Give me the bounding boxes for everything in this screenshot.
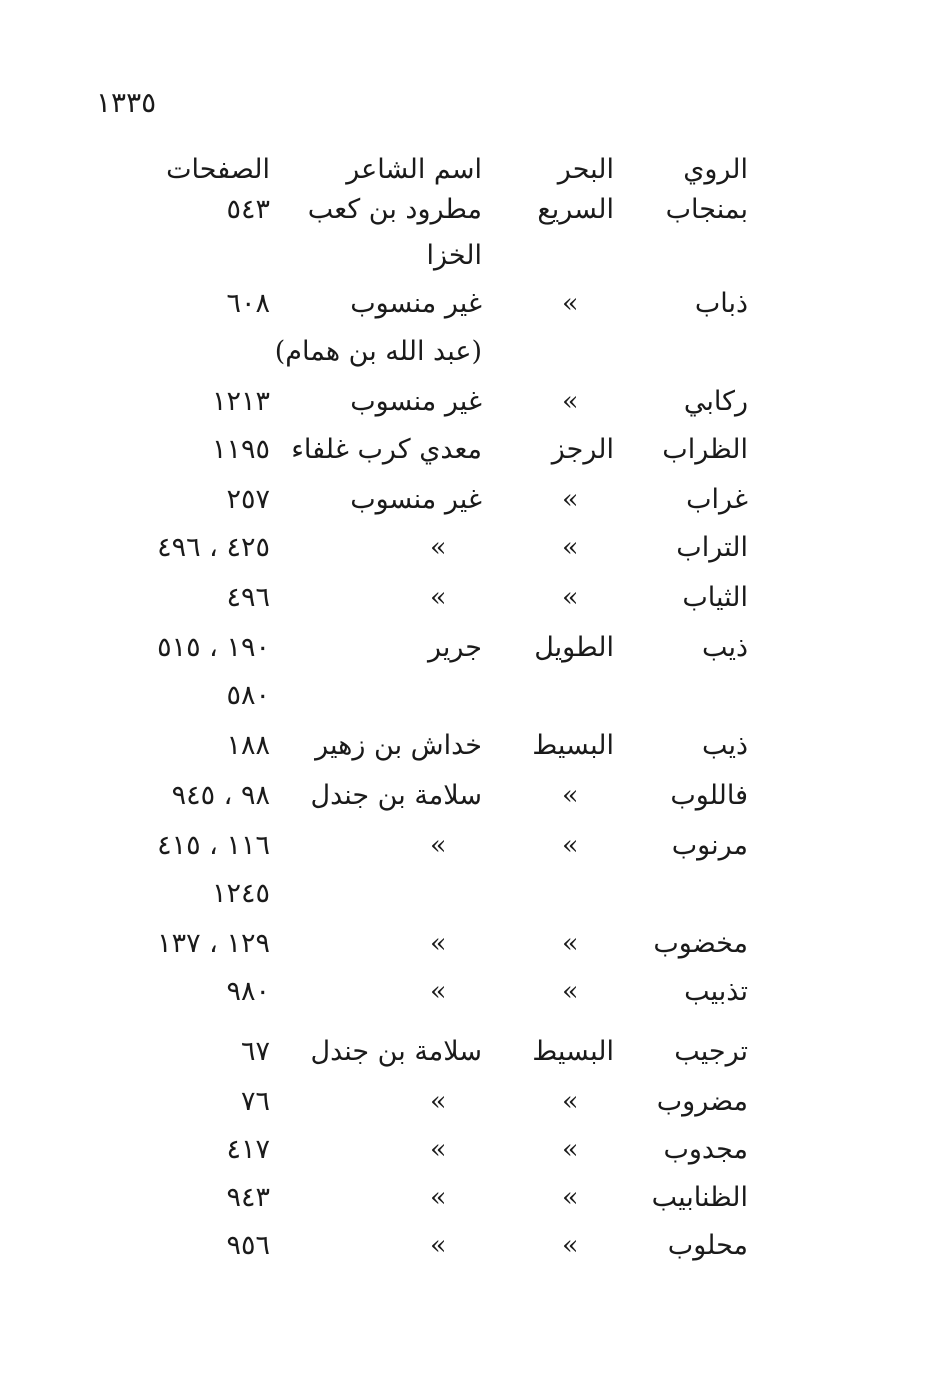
header-pages: الصفحات: [166, 154, 270, 185]
cell-pages: ٤٢٥ ، ٤٩٦: [157, 532, 270, 563]
cell-pages: ١١٦ ، ٤١٥: [157, 830, 270, 861]
cell-rawi: ركابي: [683, 386, 748, 417]
cell-pages: ٥٨٠: [226, 680, 270, 711]
cell-poet: الخزا: [426, 240, 482, 271]
cell-rawi: مخضوب: [653, 928, 748, 959]
cell-bahr: »: [562, 532, 579, 563]
cell-bahr: الطويل: [534, 632, 614, 663]
cell-bahr: السريع: [537, 194, 614, 225]
header-poet: اسم الشاعر: [346, 154, 482, 185]
cell-poet: »: [430, 1182, 447, 1213]
cell-pages: ١٨٨: [226, 730, 270, 761]
cell-poet: سلامة بن جندل: [310, 780, 482, 811]
cell-poet: (عبد الله بن همام): [274, 336, 482, 367]
cell-rawi: التراب: [676, 532, 748, 563]
cell-pages: ٦٠٨: [226, 288, 270, 319]
cell-poet: »: [430, 976, 447, 1007]
cell-rawi: مضروب: [656, 1086, 748, 1117]
cell-rawi: فاللوب: [670, 780, 748, 811]
cell-bahr: البسيط: [532, 1036, 614, 1067]
cell-pages: ٩٥٦: [226, 1230, 270, 1261]
cell-rawi: مجدوب: [663, 1134, 748, 1165]
cell-rawi: تذبيب: [684, 976, 748, 1007]
cell-bahr: »: [562, 582, 579, 613]
cell-poet: »: [430, 1134, 447, 1165]
header-bahr: البحر: [557, 154, 614, 185]
cell-rawi: الثياب: [682, 582, 748, 613]
cell-rawi: مرنوب: [671, 830, 748, 861]
cell-pages: ١٢٤٥: [211, 878, 270, 909]
cell-pages: ٤٩٦: [226, 582, 270, 613]
cell-pages: ١١٩٥: [211, 434, 270, 465]
cell-poet: مطرود بن كعب: [307, 194, 482, 225]
cell-poet: غير منسوب: [350, 484, 482, 515]
cell-poet: »: [430, 582, 447, 613]
header-rawi: الروي: [683, 154, 748, 185]
cell-bahr: »: [562, 1230, 579, 1261]
cell-poet: جرير: [428, 632, 482, 663]
page-number: ١٣٣٥: [96, 86, 157, 119]
cell-bahr: الرجز: [551, 434, 614, 465]
cell-bahr: »: [562, 484, 579, 515]
cell-poet: خداش بن زهير: [315, 730, 482, 761]
cell-rawi: ذيب: [701, 632, 748, 663]
cell-poet: »: [430, 532, 447, 563]
cell-rawi: ذباب: [694, 288, 748, 319]
cell-pages: ٦٧: [240, 1036, 270, 1067]
cell-pages: ٥٤٣: [226, 194, 270, 225]
cell-poet: »: [430, 1086, 447, 1117]
cell-bahr: »: [562, 1086, 579, 1117]
cell-bahr: »: [562, 1182, 579, 1213]
cell-rawi: الظنابيب: [651, 1182, 748, 1213]
cell-pages: ١٩٠ ، ٥١٥: [157, 632, 270, 663]
cell-bahr: »: [562, 928, 579, 959]
cell-bahr: البسيط: [532, 730, 614, 761]
cell-pages: ٩٨ ، ٩٤٥: [171, 780, 270, 811]
cell-pages: ٩٤٣: [226, 1182, 270, 1213]
cell-bahr: »: [562, 976, 579, 1007]
cell-poet: »: [430, 830, 447, 861]
cell-poet: »: [430, 1230, 447, 1261]
cell-bahr: »: [562, 386, 579, 417]
cell-bahr: »: [562, 780, 579, 811]
cell-poet: غير منسوب: [350, 288, 482, 319]
cell-pages: ١٢٩ ، ١٣٧: [157, 928, 270, 959]
cell-poet: غير منسوب: [350, 386, 482, 417]
cell-poet: سلامة بن جندل: [310, 1036, 482, 1067]
cell-rawi: غراب: [686, 484, 748, 515]
cell-pages: ١٢١٣: [211, 386, 270, 417]
cell-poet: »: [430, 928, 447, 959]
cell-pages: ٢٥٧: [226, 484, 270, 515]
cell-pages: ٧٦: [240, 1086, 270, 1117]
cell-rawi: بمنجاب: [665, 194, 748, 225]
cell-rawi: ترجيب: [674, 1036, 748, 1067]
cell-rawi: الظراب: [662, 434, 748, 465]
cell-bahr: »: [562, 1134, 579, 1165]
cell-pages: ٤١٧: [226, 1134, 270, 1165]
cell-rawi: محلوب: [667, 1230, 748, 1261]
cell-poet: معدي كرب غلفاء: [291, 434, 482, 465]
cell-bahr: »: [562, 288, 579, 319]
cell-pages: ٩٨٠: [226, 976, 270, 1007]
cell-rawi: ذيب: [701, 730, 748, 761]
cell-bahr: »: [562, 830, 579, 861]
